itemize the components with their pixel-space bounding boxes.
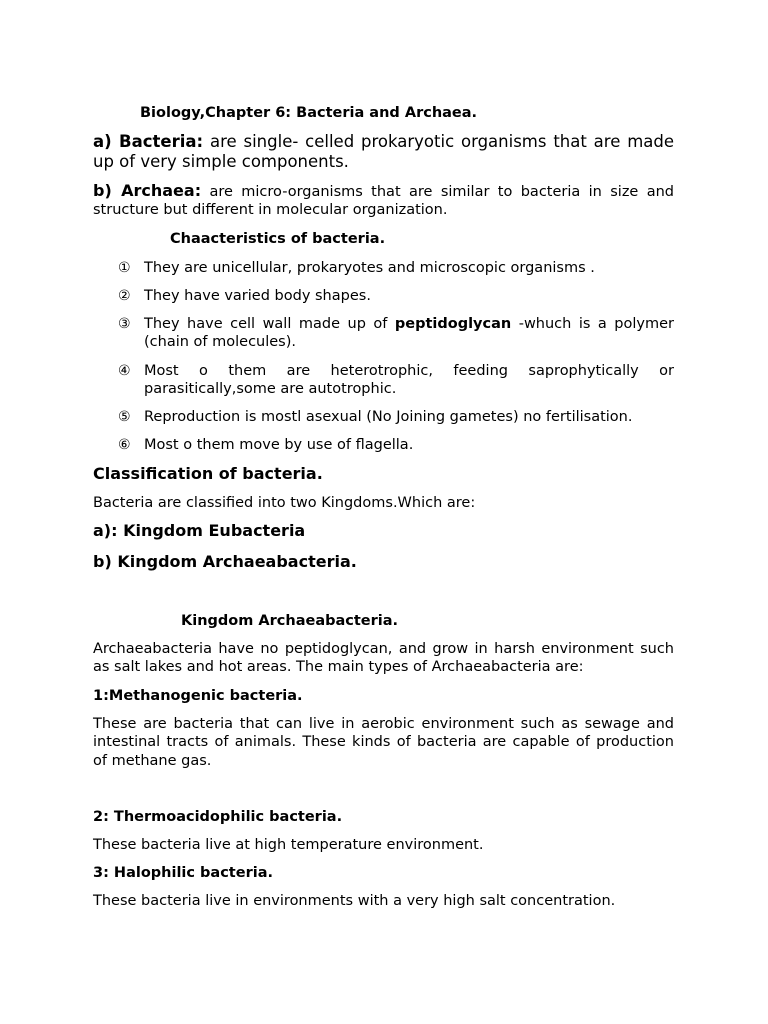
item-text: They have varied body shapes. bbox=[144, 288, 371, 304]
item-number: ① bbox=[118, 260, 131, 276]
archaea-intro: Archaeabacteria have no peptidoglycan, and grow in harsh environment such as salt lakes and hot areas. The main types of Archaeabacteria are: bbox=[93, 641, 674, 676]
item-number: ⑤ bbox=[118, 409, 131, 425]
kingdom-archaeabacteria: b) Kingdom Archaeabacteria. bbox=[93, 552, 357, 571]
archaea-def-text: are micro-organisms that are similar to bacteria in size and structure but different in molecular organization. bbox=[93, 184, 674, 219]
item-text-before: They have cell wall made up of bbox=[144, 316, 395, 332]
kingdom-eubacteria: a): Kingdom Eubacteria bbox=[93, 521, 306, 540]
archaea-definition bbox=[93, 182, 674, 220]
type-heading: 2: Thermoacidophilic bacteria. bbox=[93, 809, 343, 825]
archaea-term: b) Archaea: bbox=[93, 181, 202, 200]
type-heading: 1:Methanogenic bacteria. bbox=[93, 688, 303, 704]
item-number: ③ bbox=[118, 316, 131, 332]
item-text: Most o them move by use of flagella. bbox=[144, 437, 414, 453]
item-number: ⑥ bbox=[118, 437, 131, 453]
type-heading: 3: Halophilic bacteria. bbox=[93, 865, 273, 881]
item-text: Reproduction is mostl asexual (No Joining gametes) no fertilisation. bbox=[144, 409, 633, 425]
type-description: These bacteria live at high temperature environment. bbox=[93, 837, 484, 853]
item-number: ④ bbox=[118, 363, 131, 379]
classification-intro: Bacteria are classified into two Kingdoms.Which are: bbox=[93, 495, 476, 511]
peptidoglycan-term: peptidoglycan bbox=[394, 316, 512, 332]
type-description: These bacteria live in environments with a very high salt concentration. bbox=[93, 893, 616, 909]
bacteria-def-text: are single- celled prokaryotic organisms that are made up of very simple components. bbox=[93, 132, 675, 171]
item-text: Most o them are heterotrophic, feeding saprophytically or parasitically,some are autotrophic. bbox=[144, 363, 674, 398]
bacteria-definition bbox=[93, 132, 674, 172]
type-description: These are bacteria that can live in aerobic environment such as sewage and intestinal tracts of animals. These kinds of bacteria are capable of production of methane gas. bbox=[93, 716, 674, 769]
item-text bbox=[144, 315, 674, 352]
item-number: ② bbox=[118, 288, 131, 304]
classification-heading: Classification of bacteria. bbox=[93, 464, 323, 483]
bacteria-term: a) Bacteria: bbox=[93, 132, 204, 151]
item-text: They are unicellular, prokaryotes and microscopic organisms . bbox=[144, 260, 595, 276]
item-text-after: -whuch is a polymer (chain of molecules). bbox=[144, 316, 675, 351]
page-title: Biology,Chapter 6: Bacteria and Archaea. bbox=[140, 105, 478, 121]
archaea-section-heading: Kingdom Archaeabacteria. bbox=[181, 613, 399, 629]
characteristics-heading: Chaacteristics of bacteria. bbox=[170, 231, 386, 247]
